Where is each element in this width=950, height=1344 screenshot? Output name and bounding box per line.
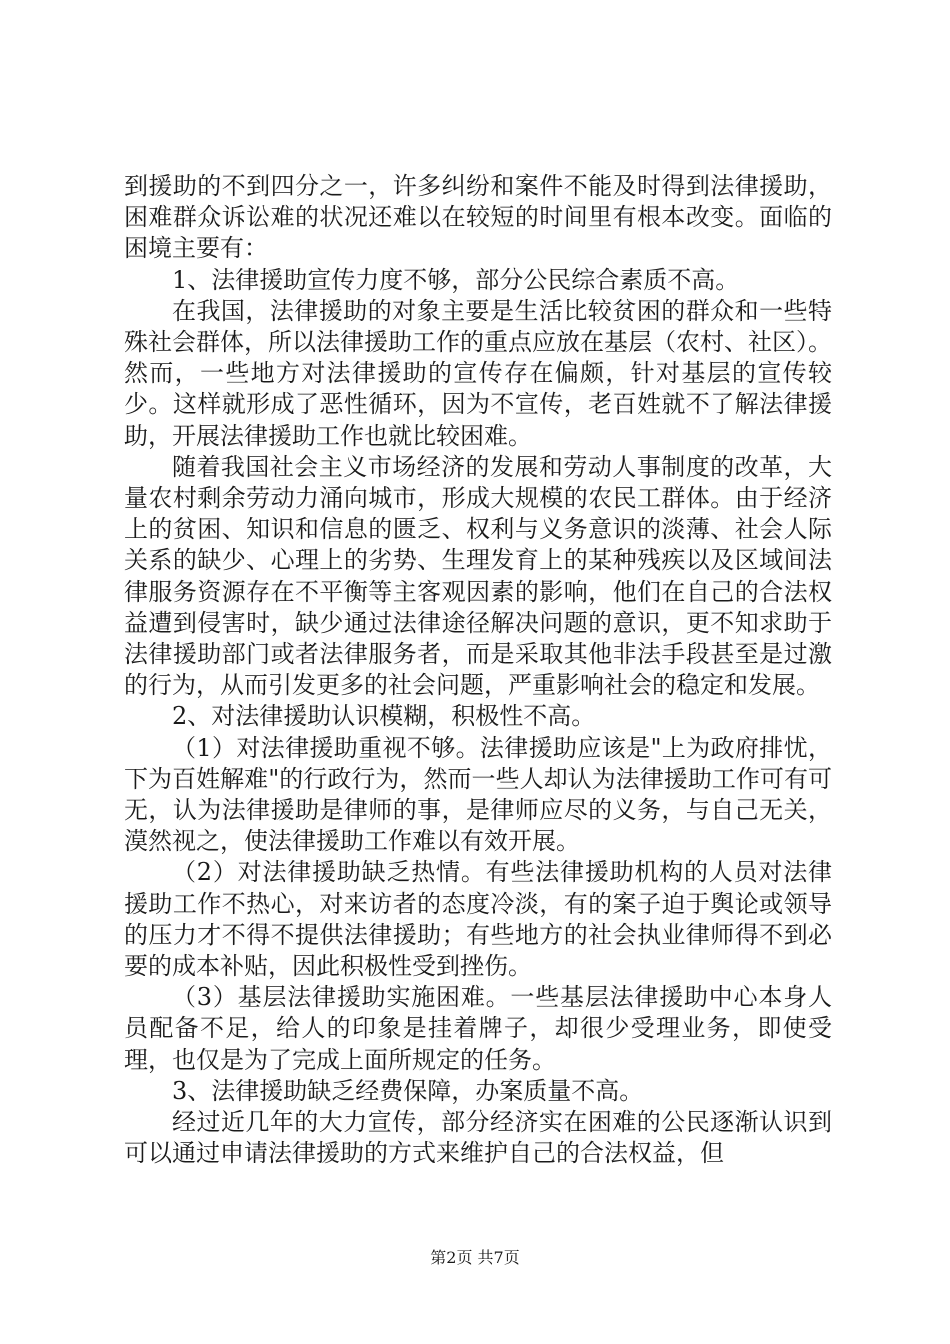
paragraph-4: 随着我国社会主义市场经济的发展和劳动人事制度的改革，大量农村剩余劳动力涌向城市，形成大规模的农民工群体。由于经济上的贫困、知识和信息的匮乏、权利与义务意识的淡薄、社会人际关系的缺少、心理上的劣势、生理发育上的某种残疾以及区域间法律服务资源存在不平衡等主客观因素的影响，他们在自己的合法权益遭到侵害时，缺少通过法律途径解决问题的意识，更不知求助于法律援助部门或者法律服务者，而是采取其他非法手段甚至是过激的行为，从而引发更多的社会问题，严重影响社会的稳定和发展。 bbox=[124, 452, 832, 700]
page-footer bbox=[0, 1248, 950, 1268]
paragraph-7: （2）对法律援助缺乏热情。有些法律援助机构的人员对法律援助工作不热心，对来访者的态度冷淡，有的案子迫于舆论或领导的压力才不得不提供法律援助；有些地方的社会执业律师得不到必要的成本补贴，因此积极性受到挫伤。 bbox=[124, 858, 832, 981]
body-text bbox=[124, 171, 832, 1170]
paragraph-5: 2、对法律援助认识模糊，积极性不高。 bbox=[172, 702, 596, 731]
paragraph-2: 1、法律援助宣传力度不够，部分公民综合素质不高。 bbox=[172, 265, 740, 294]
page-number-label: 第2页 共7页 bbox=[430, 1248, 520, 1267]
paragraph-3: 在我国，法律援助的对象主要是生活比较贫困的群众和一些特殊社会群体，所以法律援助工作的重点应放在基层（农村、社区）。然而，一些地方对法律援助的宣传存在偏颇，针对基层的宣传较少。这样就形成了恶性循环，因为不宣传，老百姓就不了解法律援助，开展法律援助工作也就比较困难。 bbox=[124, 296, 832, 450]
paragraph-1: 到援助的不到四分之一，许多纠纷和案件不能及时得到法律援助，困难群众诉讼难的状况还难以在较短的时间里有根本改变。面临的困境主要有： bbox=[124, 172, 832, 263]
paragraph-10: 经过近几年的大力宣传，部分经济实在困难的公民逐渐认识到可以通过申请法律援助的方式来维护自己的合法权益，但 bbox=[124, 1108, 832, 1168]
paragraph-9: 3、法律援助缺乏经费保障，办案质量不高。 bbox=[172, 1076, 644, 1105]
paragraph-8: （3）基层法律援助实施困难。一些基层法律援助中心本身人员配备不足，给人的印象是挂着牌子，却很少受理业务，即使受理，也仅是为了完成上面所规定的任务。 bbox=[124, 983, 832, 1074]
paragraph-6: （1）对法律援助重视不够。法律援助应该是"上为政府排忧，下为百姓解难"的行政行为，然而一些人却认为法律援助工作可有可无，认为法律援助是律师的事，是律师应尽的义务，与自己无关，漠然视之，使法律援助工作难以有效开展。 bbox=[124, 733, 832, 856]
